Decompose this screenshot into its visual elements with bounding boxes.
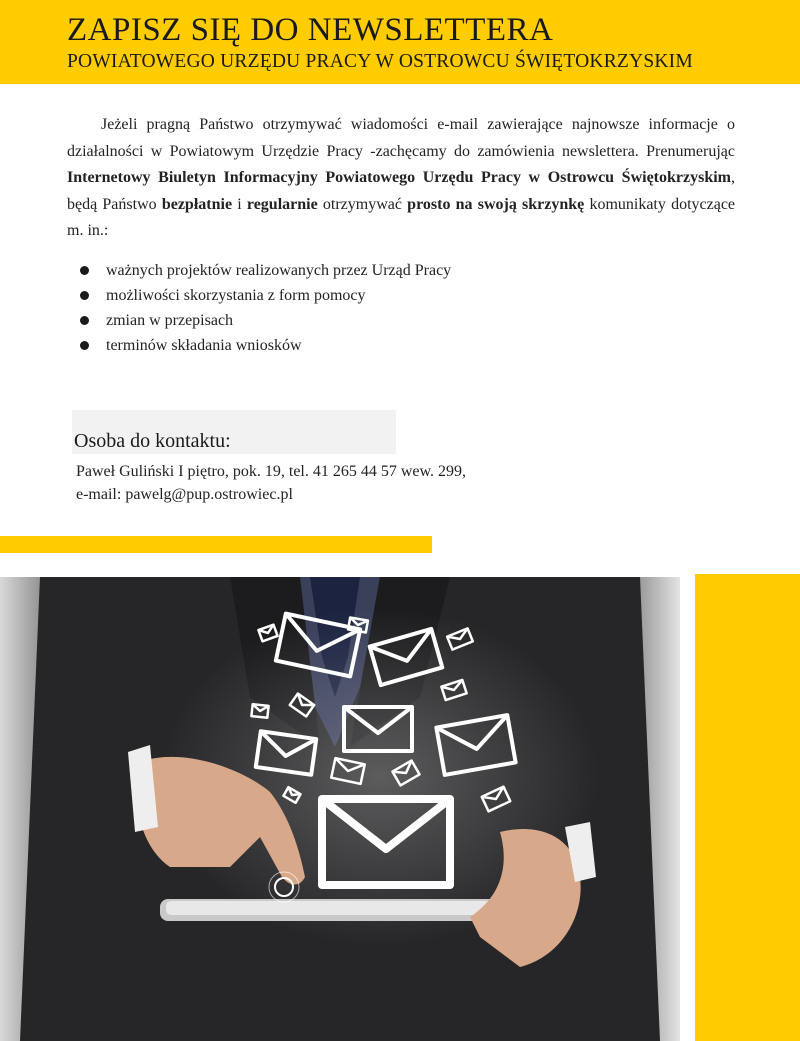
topics-list	[80, 258, 451, 358]
list-item: terminów składania wniosków	[80, 333, 451, 358]
bullet-icon	[80, 291, 89, 300]
decorative-yellow-block	[695, 574, 800, 1041]
contact-heading: Osoba do kontaktu:	[74, 430, 231, 452]
bullet-icon	[80, 341, 89, 350]
list-item: możliwości skorzystania z form pomocy	[80, 283, 451, 308]
page-title: ZAPISZ SIĘ DO NEWSLETTERA	[67, 12, 554, 48]
tablet-email-photo	[0, 577, 680, 1041]
page-subtitle: POWIATOWEGO URZĘDU PRACY W OSTROWCU ŚWIĘTOKRZYSKIM	[67, 51, 693, 72]
bullet-icon	[80, 266, 89, 275]
intro-paragraph: Jeżeli pragną Państwo otrzymywać wiadomości e-mail zawierające najnowsze informacje o działalności w Powiatowym Urzędzie Pracy -zachęcamy do zamówienia newslettera. Prenumerując Internetowy Biuletyn Informacyjny Powiatowego Urzędu Pracy w Ostrowcu Świętokrzyskim, będą Państwo bezpłatnie i regularnie otrzymywać prosto na swoją skrzynkę komunikaty dotyczące m. in.:	[67, 116, 736, 239]
list-item: zmian w przepisach	[80, 308, 451, 333]
contact-email[interactable]: e-mail: pawelg@pup.ostrowiec.pl	[76, 486, 293, 503]
decorative-yellow-bar	[0, 536, 432, 553]
header-banner	[0, 0, 800, 84]
list-item: ważnych projektów realizowanych przez Urząd Pracy	[80, 258, 451, 283]
photo-illustration	[0, 577, 680, 1041]
bullet-icon	[80, 316, 89, 325]
contact-details: Paweł Guliński I piętro, pok. 19, tel. 41 265 44 57 wew. 299,	[76, 463, 467, 480]
